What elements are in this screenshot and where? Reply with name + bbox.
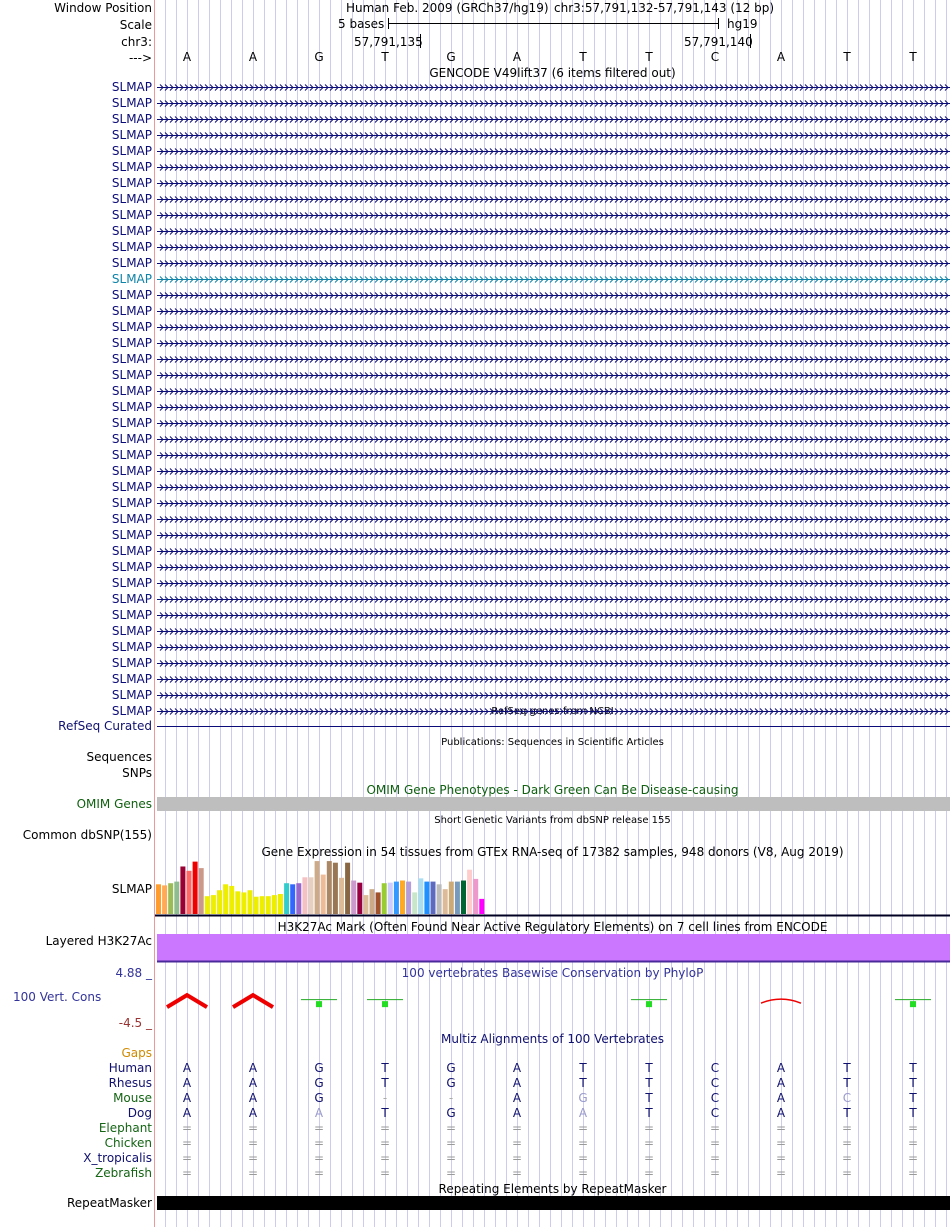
multiz-base: A: [182, 1091, 192, 1105]
multiz-base: A: [182, 1076, 192, 1090]
gencode-item-label[interactable]: SLMAP: [111, 656, 152, 670]
db-name: hg19: [727, 17, 758, 31]
multiz-base: =: [379, 1136, 391, 1150]
multiz-species-label[interactable]: Elephant: [98, 1121, 152, 1135]
gtex-tissue-bar: [333, 863, 338, 914]
gtex-tissue-bar: [180, 866, 185, 914]
h3k27ac-signal: [157, 934, 950, 961]
gencode-item-label[interactable]: SLMAP: [111, 672, 152, 686]
gtex-tissue-bar: [254, 897, 259, 914]
multiz-base: =: [511, 1136, 523, 1150]
phylop-positive-mark: [316, 1001, 322, 1007]
gencode-item-label[interactable]: SLMAP: [111, 192, 152, 206]
gencode-item-label[interactable]: SLMAP: [111, 256, 152, 270]
multiz-base: =: [643, 1121, 655, 1135]
sequence-base: A: [776, 50, 786, 64]
sequence-base: A: [512, 50, 522, 64]
gtex-tissue-bar: [296, 883, 301, 914]
multiz-base: =: [577, 1151, 589, 1165]
multiz-base: =: [841, 1121, 853, 1135]
gencode-item-label[interactable]: SLMAP: [111, 592, 152, 606]
sequence-base: T: [909, 50, 917, 64]
gtex-tissue-bar: [260, 896, 265, 914]
multiz-species-label[interactable]: Zebrafish: [95, 1166, 152, 1180]
gtex-tissue-bar: [241, 892, 246, 914]
gtex-tissue-bar: [205, 896, 210, 914]
multiz-base: =: [313, 1151, 325, 1165]
gencode-item-label[interactable]: SLMAP: [111, 448, 152, 462]
multiz-base: =: [775, 1121, 787, 1135]
gencode-item-label[interactable]: SLMAP: [111, 400, 152, 414]
multiz-base: T: [645, 1106, 653, 1120]
gencode-item-label[interactable]: SLMAP: [111, 544, 152, 558]
coord-tick-2: 57,791,140: [684, 35, 753, 49]
multiz-base: A: [248, 1106, 258, 1120]
gencode-item-label[interactable]: SLMAP: [111, 432, 152, 446]
gtex-tissue-bar: [363, 895, 368, 914]
phylop-negative-mark: [761, 999, 801, 1003]
gencode-item-label[interactable]: SLMAP: [111, 80, 152, 94]
gtex-tissue-bar: [168, 883, 173, 914]
gtex-tissue-bar: [193, 862, 198, 914]
multiz-base: =: [841, 1151, 853, 1165]
multiz-base: A: [512, 1106, 522, 1120]
multiz-base: C: [710, 1106, 720, 1120]
gtex-tissue-bar: [156, 884, 161, 914]
multiz-base: -: [448, 1091, 454, 1105]
multiz-base: T: [381, 1061, 389, 1075]
gencode-item-label[interactable]: SLMAP: [111, 384, 152, 398]
gtex-tissue-bar: [248, 890, 253, 914]
gtex-tissue-bar: [339, 878, 344, 914]
multiz-base: T: [909, 1091, 917, 1105]
multiz-base: C: [710, 1061, 720, 1075]
gencode-item-label[interactable]: SLMAP: [111, 528, 152, 542]
gencode-item-label[interactable]: SLMAP: [111, 112, 152, 126]
multiz-base: =: [577, 1121, 589, 1135]
multiz-species-label[interactable]: Mouse: [113, 1091, 152, 1105]
multiz-base: T: [645, 1091, 653, 1105]
multiz-base: A: [182, 1061, 192, 1075]
gencode-item-label[interactable]: SLMAP: [111, 128, 152, 142]
multiz-base: =: [445, 1136, 457, 1150]
multiz-base: =: [511, 1151, 523, 1165]
multiz-base: T: [843, 1076, 851, 1090]
multiz-base: G: [314, 1091, 324, 1105]
gtex-tissue-bar: [211, 895, 216, 914]
gtex-tissue-bar: [449, 882, 454, 914]
multiz-base: T: [843, 1061, 851, 1075]
gtex-tissue-bar: [217, 890, 222, 914]
sequence-base: T: [381, 50, 389, 64]
multiz-base: =: [313, 1121, 325, 1135]
multiz-base: =: [379, 1121, 391, 1135]
multiz-base: A: [512, 1061, 522, 1075]
phylop-max-label: 4.88 _: [115, 966, 152, 980]
gtex-tissue-bar: [199, 868, 204, 914]
multiz-base: =: [445, 1121, 457, 1135]
publications-label-snps[interactable]: SNPs: [122, 766, 152, 780]
dbsnp-track-title[interactable]: Short Genetic Variants from dbSNP release 155: [434, 815, 671, 826]
gtex-tissue-bar: [309, 877, 314, 914]
repeatmasker-track-title[interactable]: Repeating Elements by RepeatMasker: [438, 1182, 667, 1196]
multiz-base: A: [512, 1091, 522, 1105]
multiz-species-label[interactable]: Rhesus: [108, 1076, 152, 1090]
scale-label: Scale: [119, 18, 152, 32]
multiz-base: T: [381, 1076, 389, 1090]
gtex-tissue-bar: [412, 892, 417, 914]
multiz-base: =: [247, 1121, 259, 1135]
phylop-negative-mark: [167, 995, 207, 1007]
multiz-base: =: [643, 1136, 655, 1150]
publications-label-sequences[interactable]: Sequences: [86, 750, 152, 764]
multiz-base: G: [314, 1076, 324, 1090]
phylop-positive-mark: [910, 1001, 916, 1007]
multiz-base: A: [248, 1076, 258, 1090]
gencode-item-label[interactable]: SLMAP: [111, 272, 152, 286]
phylop-negative-mark: [233, 995, 273, 1007]
gtex-tissue-bar: [437, 884, 442, 914]
gtex-tissue-bar: [266, 896, 271, 914]
gencode-item-label[interactable]: SLMAP: [111, 96, 152, 110]
multiz-base: T: [909, 1106, 917, 1120]
gencode-item-label[interactable]: SLMAP: [111, 688, 152, 702]
multiz-base: T: [909, 1061, 917, 1075]
multiz-base: =: [511, 1166, 523, 1180]
gtex-tissue-bar: [278, 894, 283, 914]
assembly-name: Human Feb. 2009 (GRCh37/hg19): [346, 1, 549, 15]
multiz-base: T: [909, 1076, 917, 1090]
multiz-base: G: [578, 1091, 588, 1105]
gencode-item-label[interactable]: SLMAP: [111, 560, 152, 574]
repeatmasker-label[interactable]: RepeatMasker: [66, 1196, 152, 1210]
gencode-item-label[interactable]: SLMAP: [111, 496, 152, 510]
gencode-item-label[interactable]: SLMAP: [111, 480, 152, 494]
gtex-tissue-bar: [431, 882, 436, 914]
gencode-item-label[interactable]: SLMAP: [111, 208, 152, 222]
sequence-base: G: [446, 50, 456, 64]
gencode-item-label[interactable]: SLMAP: [111, 176, 152, 190]
window-position-label: Window Position: [54, 1, 152, 15]
gencode-item-label[interactable]: SLMAP: [111, 144, 152, 158]
multiz-base: =: [643, 1151, 655, 1165]
gtex-tissue-bar: [400, 881, 405, 914]
multiz-track-title[interactable]: Multiz Alignments of 100 Vertebrates: [440, 1032, 665, 1046]
phylop-min-label: -4.5 _: [118, 1016, 152, 1030]
omim-label[interactable]: OMIM Genes: [76, 797, 152, 811]
multiz-base: =: [643, 1166, 655, 1180]
gtex-tissue-bar: [162, 885, 167, 914]
sequence-base: T: [579, 50, 587, 64]
gtex-tissue-bar: [461, 881, 466, 914]
multiz-base: =: [907, 1136, 919, 1150]
gtex-tissue-bar: [272, 895, 277, 914]
multiz-base: A: [776, 1076, 786, 1090]
multiz-base: =: [445, 1166, 457, 1180]
multiz-base: T: [645, 1076, 653, 1090]
multiz-base: A: [776, 1106, 786, 1120]
multiz-species-label[interactable]: Dog: [127, 1106, 152, 1120]
multiz-base: A: [314, 1106, 324, 1120]
gencode-item-label[interactable]: SLMAP: [111, 624, 152, 638]
gtex-tissue-bar: [223, 884, 228, 914]
gencode-item-label[interactable]: SLMAP: [111, 352, 152, 366]
multiz-base: =: [181, 1136, 193, 1150]
gtex-tissue-bar: [467, 870, 472, 914]
refseq-label[interactable]: RefSeq Curated: [58, 719, 152, 733]
gencode-item-label[interactable]: SLMAP: [111, 240, 152, 254]
multiz-base: =: [907, 1166, 919, 1180]
gencode-item-label[interactable]: SLMAP: [111, 416, 152, 430]
gtex-tissue-bar: [321, 875, 326, 914]
sequence-base: G: [314, 50, 324, 64]
gencode-item-label[interactable]: SLMAP: [111, 320, 152, 334]
gencode-item-label[interactable]: SLMAP: [111, 304, 152, 318]
phylop-positive-mark: [646, 1001, 652, 1007]
gtex-tissue-bar: [424, 882, 429, 914]
multiz-base: A: [578, 1106, 588, 1120]
multiz-base: =: [907, 1121, 919, 1135]
multiz-base: -: [382, 1091, 388, 1105]
gtex-label[interactable]: SLMAP: [111, 882, 152, 896]
multiz-base: G: [446, 1076, 456, 1090]
gtex-track-title[interactable]: Gene Expression in 54 tissues from GTEx RNA-seq of 17382 samples, 948 donors (V8, Aug 2019): [261, 845, 844, 859]
position-range: chr3:57,791,132-57,791,143 (12 bp): [554, 1, 775, 15]
multiz-base: =: [181, 1151, 193, 1165]
gencode-item-label[interactable]: SLMAP: [111, 224, 152, 238]
gtex-tissue-bar: [418, 878, 423, 914]
gencode-item-label[interactable]: SLMAP: [111, 576, 152, 590]
coord-tick-1: 57,791,135: [354, 35, 423, 49]
multiz-gaps-label: Gaps: [121, 1046, 152, 1060]
gencode-item-label[interactable]: SLMAP: [111, 160, 152, 174]
multiz-base: T: [645, 1061, 653, 1075]
gtex-tissue-bar: [290, 884, 295, 914]
multiz-base: =: [775, 1151, 787, 1165]
gtex-tissue-bar: [235, 891, 240, 914]
multiz-species-label[interactable]: Human: [108, 1061, 152, 1075]
gtex-tissue-bar: [376, 892, 381, 914]
multiz-base: =: [775, 1166, 787, 1180]
multiz-base: A: [182, 1106, 192, 1120]
sequence-base: C: [710, 50, 720, 64]
multiz-base: =: [247, 1136, 259, 1150]
multiz-base: A: [776, 1061, 786, 1075]
multiz-species-label[interactable]: Chicken: [104, 1136, 152, 1150]
multiz-base: =: [709, 1121, 721, 1135]
multiz-base: =: [709, 1151, 721, 1165]
multiz-base: G: [446, 1061, 456, 1075]
multiz-base: T: [579, 1076, 587, 1090]
gtex-tissue-bar: [302, 877, 307, 914]
gtex-tissue-bar: [174, 882, 179, 914]
gtex-tissue-bar: [351, 881, 356, 914]
gtex-tissue-bar: [406, 882, 411, 914]
gtex-tissue-bar: [388, 883, 393, 914]
multiz-base: A: [248, 1061, 258, 1075]
gtex-tissue-bar: [284, 883, 289, 914]
strand-label: --->: [128, 51, 152, 65]
scale-text: 5 bases: [338, 17, 385, 31]
chrom-label: chr3:: [121, 35, 152, 49]
phylop-label[interactable]: 100 Vert. Cons: [13, 990, 102, 1004]
repeatmasker-bar: [157, 1196, 950, 1210]
sequence-base: A: [248, 50, 258, 64]
gencode-item-label[interactable]: SLMAP: [111, 368, 152, 382]
multiz-base: =: [577, 1136, 589, 1150]
gencode-item-label[interactable]: SLMAP: [111, 464, 152, 478]
omim-track-title[interactable]: OMIM Gene Phenotypes - Dark Green Can Be Disease-causing: [366, 783, 739, 797]
multiz-base: =: [709, 1136, 721, 1150]
multiz-base: =: [709, 1166, 721, 1180]
multiz-base: =: [841, 1136, 853, 1150]
gencode-item-label[interactable]: SLMAP: [111, 288, 152, 302]
multiz-base: =: [907, 1151, 919, 1165]
multiz-base: A: [512, 1076, 522, 1090]
gtex-tissue-bar: [357, 883, 362, 914]
h3k27ac-track-title[interactable]: H3K27Ac Mark (Often Found Near Active Regulatory Elements) on 7 cell lines from ENCODE: [277, 920, 828, 934]
multiz-base: T: [843, 1106, 851, 1120]
gencode-item-label[interactable]: SLMAP: [111, 608, 152, 622]
multiz-base: =: [247, 1166, 259, 1180]
gtex-tissue-bar: [394, 882, 399, 914]
multiz-base: A: [248, 1091, 258, 1105]
refseq-track-title[interactable]: RefSeq genes from NCBI: [491, 706, 614, 717]
multiz-base: =: [379, 1166, 391, 1180]
gencode-item-label[interactable]: SLMAP: [111, 640, 152, 654]
multiz-base: G: [314, 1061, 324, 1075]
multiz-base: T: [381, 1106, 389, 1120]
multiz-base: =: [181, 1121, 193, 1135]
h3k27ac-label[interactable]: Layered H3K27Ac: [45, 934, 152, 948]
omim-gene-bar: [157, 797, 950, 811]
gtex-tissue-bar: [345, 863, 350, 914]
multiz-base: G: [446, 1106, 456, 1120]
multiz-base: C: [710, 1091, 720, 1105]
multiz-base: =: [841, 1166, 853, 1180]
dbsnp-label[interactable]: Common dbSNP(155): [22, 828, 152, 842]
gtex-tissue-bar: [229, 886, 234, 914]
multiz-base: =: [313, 1136, 325, 1150]
publications-track-title[interactable]: Publications: Sequences in Scientific Articles: [441, 737, 664, 748]
gtex-tissue-bar: [382, 883, 387, 914]
multiz-base: =: [445, 1151, 457, 1165]
multiz-species-label[interactable]: X_tropicalis: [83, 1151, 152, 1165]
multiz-base: =: [181, 1166, 193, 1180]
phylop-positive-mark: [382, 1001, 388, 1007]
multiz-base: =: [577, 1166, 589, 1180]
gtex-tissue-bar: [187, 871, 192, 914]
sequence-base: A: [182, 50, 192, 64]
gencode-item-label[interactable]: SLMAP: [111, 512, 152, 526]
multiz-base: A: [776, 1091, 786, 1105]
phylop-track-title[interactable]: 100 vertebrates Basewise Conservation by PhyloP: [401, 966, 704, 980]
multiz-base: T: [579, 1061, 587, 1075]
gtex-tissue-bar: [327, 861, 332, 914]
multiz-base: =: [379, 1151, 391, 1165]
gtex-tissue-bar: [479, 899, 484, 914]
gtex-tissue-bar: [443, 889, 448, 914]
multiz-base: C: [842, 1091, 852, 1105]
sequence-base: T: [645, 50, 653, 64]
gencode-item-label[interactable]: SLMAP: [111, 336, 152, 350]
multiz-base: =: [511, 1121, 523, 1135]
gencode-track-title[interactable]: GENCODE V49lift37 (6 items filtered out): [429, 66, 676, 80]
gtex-tissue-bar: [315, 861, 320, 914]
gtex-tissue-bar: [455, 882, 460, 914]
gtex-tissue-bar: [370, 889, 375, 914]
sequence-base: T: [843, 50, 851, 64]
multiz-base: C: [710, 1076, 720, 1090]
gencode-item-label[interactable]: SLMAP: [111, 704, 152, 718]
multiz-base: =: [313, 1166, 325, 1180]
gtex-tissue-bar: [473, 879, 478, 914]
multiz-base: =: [247, 1151, 259, 1165]
multiz-base: =: [775, 1136, 787, 1150]
